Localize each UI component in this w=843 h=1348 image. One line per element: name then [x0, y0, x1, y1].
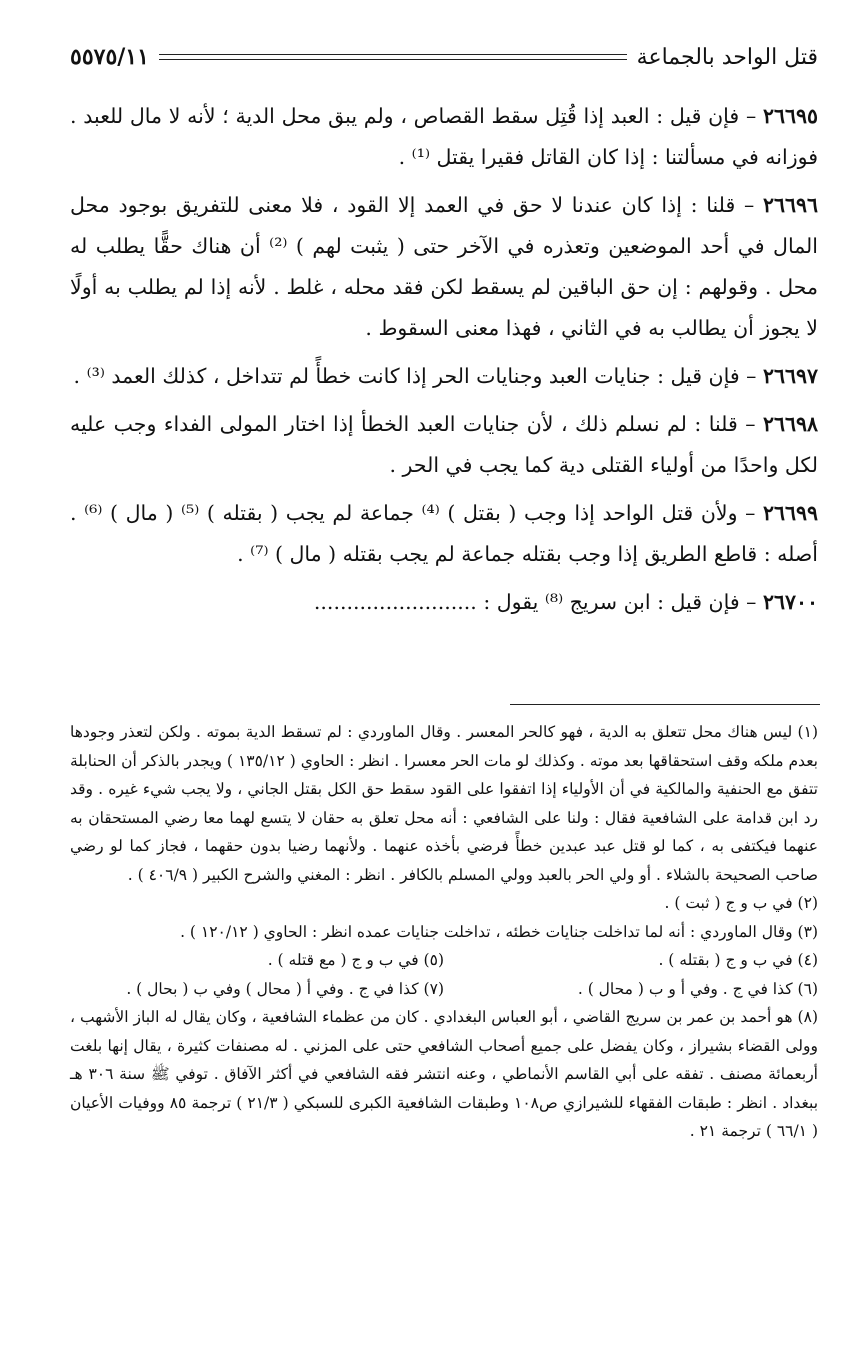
footnotes [70, 718, 818, 1146]
paragraph-text: – فإن قيل : العبد إذا قُتِل سقط القصاص ، ولم يبق محل الدية ؛ لأنه لا مال للعبد . فوزانه في مسألتنا : إذا كان القاتل فقيرا يقتل ⁽¹⁾ . [70, 104, 818, 169]
footnote-7: (٧) كذا في ج . وفي أ ( محال ) وفي ب ( بحال ) . [126, 979, 444, 998]
paragraph-26699 [70, 493, 818, 575]
paragraph-text: – ولأن قتل الواحد إذا وجب ( بقتل ) ⁽⁴⁾ جماعة لم يجب ( بقتله ) ⁽⁵⁾ ( مال ) ⁽⁶⁾ . أصله : قاطع الطريق إذا وجب بقتله جماعة لم يجب بقتله ( مال ) ⁽⁷⁾ . [70, 501, 818, 566]
footnote-4: (٤) في ب و ج ( بقتله ) . [658, 951, 818, 969]
paragraph-number: ٢٦٦٩٨ [762, 412, 818, 436]
paragraph-number: ٢٦٦٩٩ [762, 501, 818, 525]
paragraph-text: – قلنا : إذا كان عندنا لا حق في العمد إلا القود ، فلا معنى للتفريق بوجود محل المال في أحد الموضعين وتعذره في الآخر حتى ( يثبت لهم ) ⁽²⁾ أن هناك حقًّا يطلب له محل . وقولهم : إن حق الباقين لم يسقط لكن فقد محله ، غلط . لأنه إذا لم يطلب به أولًا لا يجوز أن يطالب به في الثاني ، فهذا معنى السقوط . [70, 193, 818, 340]
footnote-row-6-7 [70, 975, 818, 1004]
paragraph-text: – قلنا : لم نسلم ذلك ، لأن جنايات العبد الخطأ إذا اختار المولى الفداء وجب عليه لكل واحدًا من أولياء القتلى دية كما يجب في الحر . [70, 412, 818, 477]
paragraph-text: – فإن قيل : ابن سريج ⁽⁸⁾ يقول : ......................... [313, 590, 763, 614]
page-number: ٥٥٧٥/١١ [70, 44, 149, 70]
footnote-2: (٢) في ب و ج ( ثبت ) . [664, 894, 818, 912]
footnote-6: (٦) كذا في ج . وفي أ و ب ( محال ) . [577, 979, 818, 998]
paragraph-number: ٢٦٦٩٦ [762, 193, 818, 217]
paragraph-26700 [70, 582, 818, 623]
main-text [70, 96, 818, 630]
paragraph-26695 [70, 96, 818, 178]
paragraph-number: ٢٦٦٩٧ [762, 364, 818, 388]
paragraph-text: – فإن قيل : جنايات العبد وجنايات الحر إذا كانت خطأً لم تتداخل ، كذلك العمد ⁽³⁾ . [73, 364, 763, 388]
header-double-rule [159, 54, 627, 60]
paragraph-number: ٢٦٧٠٠ [762, 590, 818, 614]
footnote-8: (٨) هو أحمد بن عمر بن سريج القاضي ، أبو العباس البغدادي . كان من عظماء الشافعية ، وكان يقال له الباز الأشهب ، وولى القضاء بشيراز ، وكان يفضل على جميع أصحاب الشافعي حتى على المزني . له مصنفات كثيرة ، يقال إنها بلغت أربعمائة مصنف . تفقه على أبي القاسم الأنماطي ، وعنه انتشر فقه الشافعي في أكثر الآفاق . توفي ﷺ سنة ٣٠٦ هـ ببغداد . انظر : طبقات الفقهاء للشيرازي ص١٠٨ وطبقات الشافعية الكبرى للسبكي ( ٢١/٣ ) ترجمة ٨٥ ووفيات الأعيان ( ٦٦/١ ) ترجمة ٢١ . [70, 1008, 819, 1140]
footnote-5: (٥) في ب و ج ( مع قتله ) . [267, 951, 444, 969]
running-title: قتل الواحد بالجماعة [636, 44, 818, 70]
paragraph-number: ٢٦٦٩٥ [762, 104, 818, 128]
page-header [70, 40, 818, 74]
paragraph-26696 [70, 185, 818, 349]
paragraph-26698 [70, 404, 818, 486]
footnote-separator [510, 704, 820, 705]
paragraph-26697 [70, 356, 818, 397]
footnote-row-4-5 [70, 946, 818, 975]
footnote-3: (٣) وقال الماوردي : أنه لما تداخلت جنايات خطئه ، تداخلت جنايات عمده انظر : الحاوي ( ١٢٠/١٢ ) . [180, 922, 818, 941]
footnote-1: (١) ليس هناك محل تتعلق به الدية ، فهو كالحر المعسر . وقال الماوردي : لم تسقط الدية بموته . ولكن لتعذر وجودها بعدم ملكه وقف استحقاقها بعد موته . وكذلك لو مات الحر معسرا . انظر : الحاوي ( ١٣٥/١٢ ) ويجدر بالذكر أن الحنابلة تتفق مع الحنفية والمالكية في أن الأولياء إذا اتفقوا على القود سقط حق الكل بقتل الجاني ، ولا يجب شيء غيره . وقد رد ابن قدامة على الشافعية فقال : ولنا على الشافعي : أنه محل تعلق به حقان لا يتسع لهما معا رضي المستحقان به عنهما فيكتفى به ، كما لو قتل عبد عبدين خطأً فرضي بأخذه عنهما . ولأنهما رضيا بدون حقهما ، فجاز كما لو رضي صاحب الصحيحة بالشلاء . أو ولي الحر بالعبد وولي المسلم بالكافر . انظر : المغني والشرح الكبير ( ٤٠٦/٩ ) . [70, 723, 818, 884]
